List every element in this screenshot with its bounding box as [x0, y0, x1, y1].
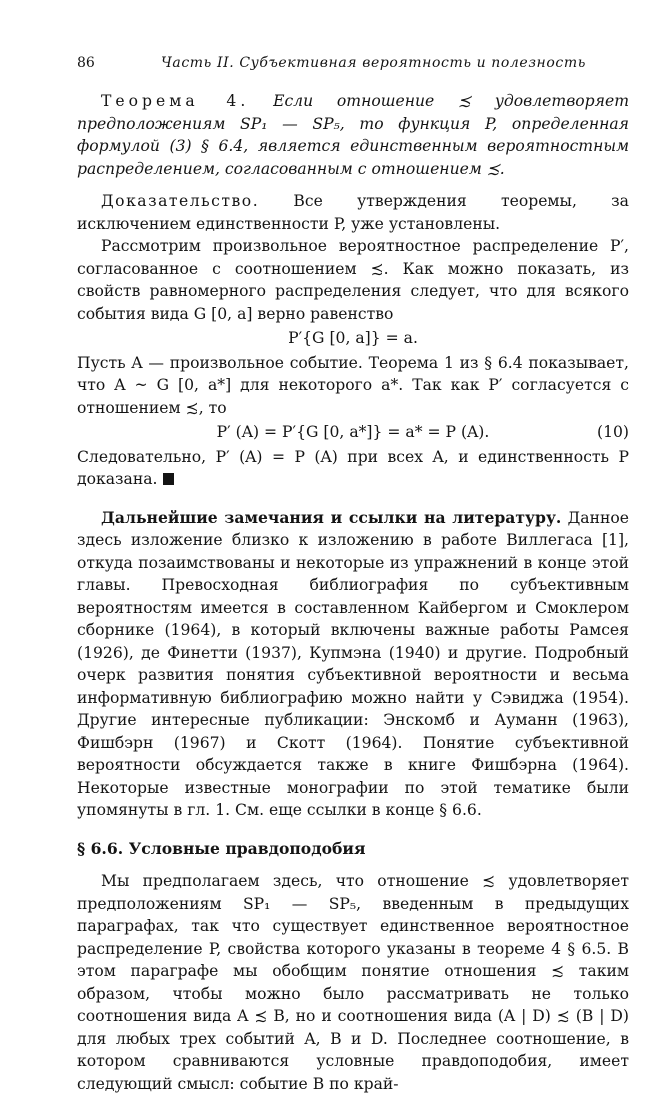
formula-uniform: P′{G [0, a]} = a. — [288, 329, 418, 347]
theorem-statement — [77, 90, 629, 180]
proof-label: Доказательство. — [101, 192, 260, 210]
qed-square-icon — [163, 473, 174, 485]
section-paragraph: Мы предполагаем здесь, что отношение ≾ удовлетворяет предположениям SP₁ — SP₅, введенным в предыдущих параграфах, так что существует единственное вероятностное распределение P, свойства которого указаны в теореме 4 § 6.5. В этом параграфе мы обобщим понятие отношения ≾ таким образом, чтобы можно было рассматривать не только соотношения вида A ≾ B, но и соотношения вида (A | D) ≾ (B | D) для любых трех событий A, B и D. Последнее соотношение, в котором сравниваются условные правдоподобия, имеет следующий смысл: событие B по край- — [77, 872, 629, 1093]
page-number: 86 — [77, 55, 95, 71]
section-heading: § 6.6. Условные правдоподобия — [77, 838, 366, 858]
remarks-paragraph — [77, 507, 629, 822]
formula-equality: P′ (A) = P′{G [0, a*]} = a* = P (A). — [216, 423, 490, 441]
main-text — [77, 90, 629, 1095]
proof-text-1: Все утверждения теоремы, за исключением единственности P, уже установлены. — [77, 192, 629, 233]
proof-paragraph-1 — [77, 190, 629, 235]
theorem-text: Если отношение ≾ удовлетворяет предположениям SP₁ — SP₅, то функция P, определенная формулой (3) § 6.4, является единственным вероятностным распределением, согласованным с отношением ≾. — [77, 92, 629, 178]
proof-paragraph-2: Рассмотрим произвольное вероятностное распределение P′, согласованное с соотношением ≾. Как можно показать, из свойств равномерного распределения следует, что для всякого события вида G [0, a] верно равенство — [77, 237, 629, 323]
equation-10 — [77, 421, 629, 444]
remarks-heading: Дальнейшие замечания и ссылки на литературу. — [101, 507, 562, 527]
proof-paragraph-3: Пусть A — произвольное событие. Теорема 1 из § 6.4 показывает, что A ~ G [0, a*] для некоторого a*. Так как P′ согласуется с отношением ≾, то — [77, 353, 629, 417]
proof-conclusion: Следовательно, P′ (A) = P (A) при всех A, и единственность P доказана. — [77, 447, 629, 488]
proof-paragraph-4 — [77, 446, 629, 491]
theorem-label: Теорема 4. — [101, 92, 250, 110]
remarks-text: Данное здесь изложение близко к изложению в работе Виллегаса [1], откуда позаимствованы и некоторые из упражнений в конце этой главы. Превосходная библиография по субъективным вероятностям имеется в составленном Кайбергом и Смоклером сборнике (1964), в который включены важные работы Рамсея (1926), де Финетти (1937), Купмэна (1940) и другие. Подробный очерк развития понятия субъективной вероятности и весьма информативную библиографию можно найти у Сэвиджа (1954). Другие интересные публикации: Энскомб и Ауманн (1963), Фишбэрн (1967) и Скотт (1964). Понятие субъективной вероятности обсуждается также в книге Фишбэрна (1964). Некоторые известные монографии по этой тематике были упомянуты в гл. 1. См. еще ссылки в конце § 6.6. — [77, 508, 629, 819]
page-header — [77, 55, 629, 77]
equation-number: (10) — [596, 423, 629, 441]
running-title: Часть II. Субъективная вероятность и полезность — [161, 55, 586, 71]
